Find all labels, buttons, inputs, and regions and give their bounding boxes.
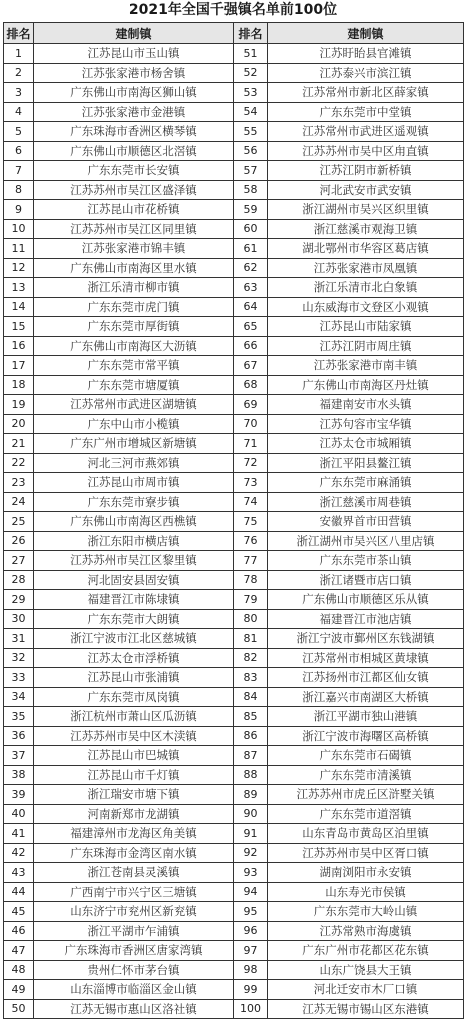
- rank-cell: 65: [234, 317, 268, 337]
- town-cell: 浙江平湖市独山港镇: [268, 707, 464, 727]
- town-cell: 江苏太仓市浮桥镇: [34, 648, 234, 668]
- table-body: [4, 44, 464, 1019]
- table-row: [4, 804, 464, 824]
- table-row: [4, 219, 464, 239]
- table-row: [4, 863, 464, 883]
- ranking-table: [3, 22, 464, 1019]
- town-cell: 江苏苏州市吴江区盛泽镇: [34, 180, 234, 200]
- rank-cell: 45: [4, 902, 34, 922]
- rank-cell: 36: [4, 726, 34, 746]
- town-cell: 山东青岛市黄岛区泊里镇: [268, 824, 464, 844]
- rank-cell: 96: [234, 921, 268, 941]
- rank-cell: 97: [234, 941, 268, 961]
- town-cell: 江苏江阴市新桥镇: [268, 161, 464, 181]
- table-row: [4, 960, 464, 980]
- town-cell: 河北迁安市木厂口镇: [268, 980, 464, 1000]
- table-row: [4, 161, 464, 181]
- table-row: [4, 999, 464, 1019]
- town-cell: 广东东莞市清溪镇: [268, 765, 464, 785]
- town-cell: 广东佛山市南海区里水镇: [34, 258, 234, 278]
- rank-cell: 44: [4, 882, 34, 902]
- rank-cell: 93: [234, 863, 268, 883]
- town-cell: 江苏张家港市金港镇: [34, 102, 234, 122]
- rank-cell: 10: [4, 219, 34, 239]
- rank-cell: 25: [4, 512, 34, 532]
- town-cell: 江苏句容市宝华镇: [268, 414, 464, 434]
- town-cell: 广东东莞市道滘镇: [268, 804, 464, 824]
- town-cell: 江苏苏州市吴江区同里镇: [34, 219, 234, 239]
- table-row: [4, 843, 464, 863]
- rank-cell: 88: [234, 765, 268, 785]
- town-cell: 江苏昆山市玉山镇: [34, 44, 234, 64]
- rank-cell: 77: [234, 551, 268, 571]
- rank-cell: 12: [4, 258, 34, 278]
- rank-cell: 17: [4, 356, 34, 376]
- table-row: [4, 200, 464, 220]
- town-cell: 广东广州市增城区新塘镇: [34, 434, 234, 454]
- town-cell: 广东珠海市香洲区横琴镇: [34, 122, 234, 142]
- town-cell: 广西南宁市兴宁区三塘镇: [34, 882, 234, 902]
- rank-cell: 15: [4, 317, 34, 337]
- table-row: [4, 141, 464, 161]
- town-cell: 广东中山市小榄镇: [34, 414, 234, 434]
- town-cell: 广东佛山市顺德区乐从镇: [268, 590, 464, 610]
- table-row: [4, 980, 464, 1000]
- town-cell: 江苏张家港市凤凰镇: [268, 258, 464, 278]
- table-row: [4, 590, 464, 610]
- town-cell: 山东济宁市兖州区新兖镇: [34, 902, 234, 922]
- rank-cell: 3: [4, 83, 34, 103]
- town-cell: 河北武安市武安镇: [268, 180, 464, 200]
- table-row: [4, 551, 464, 571]
- town-cell: 广东佛山市南海区丹灶镇: [268, 375, 464, 395]
- town-cell: 广东东莞市常平镇: [34, 356, 234, 376]
- town-cell: 福建晋江市陈埭镇: [34, 590, 234, 610]
- rank-cell: 62: [234, 258, 268, 278]
- town-cell: 浙江乐清市北白象镇: [268, 278, 464, 298]
- table-row: [4, 375, 464, 395]
- rank-cell: 81: [234, 629, 268, 649]
- table-row: [4, 921, 464, 941]
- rank-cell: 35: [4, 707, 34, 727]
- table-row: [4, 317, 464, 337]
- town-cell: 浙江平湖市乍浦镇: [34, 921, 234, 941]
- rank-cell: 40: [4, 804, 34, 824]
- rank-cell: 14: [4, 297, 34, 317]
- rank-cell: 64: [234, 297, 268, 317]
- rank-cell: 73: [234, 473, 268, 493]
- rank-cell: 94: [234, 882, 268, 902]
- table-row: [4, 512, 464, 532]
- rank-cell: 85: [234, 707, 268, 727]
- table-row: [4, 122, 464, 142]
- town-cell: 浙江杭州市萧山区瓜沥镇: [34, 707, 234, 727]
- town-cell: 江苏昆山市周市镇: [34, 473, 234, 493]
- town-cell: 广东佛山市南海区大沥镇: [34, 336, 234, 356]
- rank-cell: 8: [4, 180, 34, 200]
- town-cell: 浙江瑞安市塘下镇: [34, 785, 234, 805]
- rank-cell: 58: [234, 180, 268, 200]
- town-cell: 江苏常州市武进区湖塘镇: [34, 395, 234, 415]
- rank-cell: 61: [234, 239, 268, 259]
- town-cell: 河北固安县固安镇: [34, 570, 234, 590]
- rank-cell: 87: [234, 746, 268, 766]
- table-row: [4, 336, 464, 356]
- town-cell: 江苏无锡市惠山区洛社镇: [34, 999, 234, 1019]
- town-cell: 广东东莞市中堂镇: [268, 102, 464, 122]
- rank-cell: 29: [4, 590, 34, 610]
- rank-cell: 60: [234, 219, 268, 239]
- town-cell: 江苏常州市武进区遥观镇: [268, 122, 464, 142]
- town-cell: 广东佛山市南海区狮山镇: [34, 83, 234, 103]
- town-cell: 广东东莞市凤岗镇: [34, 687, 234, 707]
- rank-cell: 74: [234, 492, 268, 512]
- rank-cell: 19: [4, 395, 34, 415]
- rank-cell: 42: [4, 843, 34, 863]
- rank-cell: 92: [234, 843, 268, 863]
- rank-cell: 71: [234, 434, 268, 454]
- table-row: [4, 395, 464, 415]
- town-cell: 江苏盱眙县官滩镇: [268, 44, 464, 64]
- table-row: [4, 668, 464, 688]
- town-cell: 福建晋江市池店镇: [268, 609, 464, 629]
- rank-cell: 55: [234, 122, 268, 142]
- town-cell: 福建漳州市龙海区角美镇: [34, 824, 234, 844]
- town-cell: 浙江苍南县灵溪镇: [34, 863, 234, 883]
- town-cell: 江苏太仓市城厢镇: [268, 434, 464, 454]
- town-cell: 广东东莞市塘厦镇: [34, 375, 234, 395]
- rank-cell: 63: [234, 278, 268, 298]
- town-cell: 江苏苏州市虎丘区浒墅关镇: [268, 785, 464, 805]
- rank-cell: 69: [234, 395, 268, 415]
- rank-cell: 28: [4, 570, 34, 590]
- town-cell: 浙江湖州市吴兴区织里镇: [268, 200, 464, 220]
- table-row: [4, 882, 464, 902]
- rank-cell: 13: [4, 278, 34, 298]
- town-cell: 广东东莞市大岭山镇: [268, 902, 464, 922]
- rank-cell: 2: [4, 63, 34, 83]
- town-cell: 河北三河市燕郊镇: [34, 453, 234, 473]
- header-town-left: 建制镇: [34, 23, 234, 44]
- town-cell: 江苏无锡市锡山区东港镇: [268, 999, 464, 1019]
- rank-cell: 83: [234, 668, 268, 688]
- town-cell: 广东佛山市南海区西樵镇: [34, 512, 234, 532]
- table-row: [4, 278, 464, 298]
- table-row: [4, 648, 464, 668]
- town-cell: 江苏昆山市巴城镇: [34, 746, 234, 766]
- rank-cell: 33: [4, 668, 34, 688]
- table-row: [4, 453, 464, 473]
- rank-cell: 99: [234, 980, 268, 1000]
- table-row: [4, 687, 464, 707]
- rank-cell: 26: [4, 531, 34, 551]
- rank-cell: 41: [4, 824, 34, 844]
- table-row: [4, 44, 464, 64]
- rank-cell: 21: [4, 434, 34, 454]
- header-rank-right: 排名: [234, 23, 268, 44]
- rank-cell: 75: [234, 512, 268, 532]
- rank-cell: 4: [4, 102, 34, 122]
- town-cell: 江苏苏州市吴中区木渎镇: [34, 726, 234, 746]
- town-cell: 江苏张家港市杨舍镇: [34, 63, 234, 83]
- rank-cell: 46: [4, 921, 34, 941]
- town-cell: 广东东莞市石碣镇: [268, 746, 464, 766]
- rank-cell: 22: [4, 453, 34, 473]
- town-cell: 江苏扬州市江都区仙女镇: [268, 668, 464, 688]
- rank-cell: 9: [4, 200, 34, 220]
- table-row: [4, 414, 464, 434]
- table-row: [4, 941, 464, 961]
- town-cell: 江苏常州市新北区薛家镇: [268, 83, 464, 103]
- town-cell: 浙江宁波市鄞州区东钱湖镇: [268, 629, 464, 649]
- table-row: [4, 707, 464, 727]
- table-row: [4, 63, 464, 83]
- town-cell: 山东寿光市侯镇: [268, 882, 464, 902]
- rank-cell: 100: [234, 999, 268, 1019]
- rank-cell: 39: [4, 785, 34, 805]
- rank-cell: 82: [234, 648, 268, 668]
- town-cell: 广东东莞市厚街镇: [34, 317, 234, 337]
- rank-cell: 48: [4, 960, 34, 980]
- rank-cell: 47: [4, 941, 34, 961]
- rank-cell: 11: [4, 239, 34, 259]
- town-cell: 广东广州市花都区花东镇: [268, 941, 464, 961]
- town-cell: 山东淄博市临淄区金山镇: [34, 980, 234, 1000]
- rank-cell: 67: [234, 356, 268, 376]
- town-cell: 广东东莞市长安镇: [34, 161, 234, 181]
- rank-cell: 1: [4, 44, 34, 64]
- town-cell: 浙江平阳县鳌江镇: [268, 453, 464, 473]
- rank-cell: 95: [234, 902, 268, 922]
- rank-cell: 18: [4, 375, 34, 395]
- table-row: [4, 102, 464, 122]
- town-cell: 江苏张家港市锦丰镇: [34, 239, 234, 259]
- header-row: [4, 23, 464, 44]
- town-cell: 广东东莞市大朗镇: [34, 609, 234, 629]
- town-cell: 福建南安市水头镇: [268, 395, 464, 415]
- town-cell: 广东东莞市茶山镇: [268, 551, 464, 571]
- town-cell: 江苏张家港市南丰镇: [268, 356, 464, 376]
- rank-cell: 76: [234, 531, 268, 551]
- rank-cell: 37: [4, 746, 34, 766]
- town-cell: 山东威海市文登区小观镇: [268, 297, 464, 317]
- rank-cell: 30: [4, 609, 34, 629]
- rank-cell: 27: [4, 551, 34, 571]
- town-cell: 河南新郑市龙湖镇: [34, 804, 234, 824]
- header-rank-left: 排名: [4, 23, 34, 44]
- table-row: [4, 356, 464, 376]
- rank-cell: 89: [234, 785, 268, 805]
- rank-cell: 70: [234, 414, 268, 434]
- rank-cell: 5: [4, 122, 34, 142]
- rank-cell: 66: [234, 336, 268, 356]
- town-cell: 山东广饶县大王镇: [268, 960, 464, 980]
- table-row: [4, 824, 464, 844]
- town-cell: 浙江宁波市海曙区高桥镇: [268, 726, 464, 746]
- town-cell: 江苏昆山市千灯镇: [34, 765, 234, 785]
- rank-cell: 31: [4, 629, 34, 649]
- rank-cell: 80: [234, 609, 268, 629]
- page-title: 2021年全国千强镇名单前100位: [128, 2, 338, 18]
- town-cell: 湖南浏阳市永安镇: [268, 863, 464, 883]
- rank-cell: 34: [4, 687, 34, 707]
- table-row: [4, 434, 464, 454]
- town-cell: 浙江慈溪市周巷镇: [268, 492, 464, 512]
- rank-cell: 78: [234, 570, 268, 590]
- town-cell: 浙江东阳市横店镇: [34, 531, 234, 551]
- town-cell: 江苏泰兴市滨江镇: [268, 63, 464, 83]
- rank-cell: 72: [234, 453, 268, 473]
- rank-cell: 7: [4, 161, 34, 181]
- town-cell: 广东珠海市金湾区南水镇: [34, 843, 234, 863]
- town-cell: 江苏常州市相城区黄埭镇: [268, 648, 464, 668]
- rank-cell: 90: [234, 804, 268, 824]
- town-cell: 广东珠海市香洲区唐家湾镇: [34, 941, 234, 961]
- rank-cell: 98: [234, 960, 268, 980]
- table-row: [4, 239, 464, 259]
- town-cell: 江苏常熟市海虞镇: [268, 921, 464, 941]
- town-cell: 江苏苏州市吴中区胥口镇: [268, 843, 464, 863]
- table-row: [4, 629, 464, 649]
- table-row: [4, 902, 464, 922]
- table-row: [4, 570, 464, 590]
- rank-cell: 54: [234, 102, 268, 122]
- town-cell: 江苏苏州市吴中区甪直镇: [268, 141, 464, 161]
- rank-cell: 51: [234, 44, 268, 64]
- town-cell: 浙江慈溪市观海卫镇: [268, 219, 464, 239]
- town-cell: 广东东莞市虎门镇: [34, 297, 234, 317]
- town-cell: 浙江乐清市柳市镇: [34, 278, 234, 298]
- town-cell: 浙江诸暨市店口镇: [268, 570, 464, 590]
- rank-cell: 59: [234, 200, 268, 220]
- town-cell: 湖北鄂州市华容区葛店镇: [268, 239, 464, 259]
- table-row: [4, 531, 464, 551]
- table-row: [4, 83, 464, 103]
- rank-cell: 68: [234, 375, 268, 395]
- rank-cell: 23: [4, 473, 34, 493]
- rank-cell: 6: [4, 141, 34, 161]
- town-cell: 贵州仁怀市茅台镇: [34, 960, 234, 980]
- rank-cell: 38: [4, 765, 34, 785]
- town-cell: 江苏昆山市张浦镇: [34, 668, 234, 688]
- rank-cell: 57: [234, 161, 268, 181]
- rank-cell: 50: [4, 999, 34, 1019]
- table-row: [4, 297, 464, 317]
- town-cell: 浙江嘉兴市南湖区大桥镇: [268, 687, 464, 707]
- table-row: [4, 609, 464, 629]
- rank-cell: 20: [4, 414, 34, 434]
- town-cell: 浙江湖州市吴兴区八里店镇: [268, 531, 464, 551]
- town-cell: 江苏苏州市吴江区黎里镇: [34, 551, 234, 571]
- town-cell: 江苏昆山市花桥镇: [34, 200, 234, 220]
- rank-cell: 16: [4, 336, 34, 356]
- rank-cell: 91: [234, 824, 268, 844]
- table-row: [4, 180, 464, 200]
- rank-cell: 84: [234, 687, 268, 707]
- rank-cell: 52: [234, 63, 268, 83]
- table-row: [4, 765, 464, 785]
- table-row: [4, 785, 464, 805]
- rank-cell: 79: [234, 590, 268, 610]
- table-row: [4, 746, 464, 766]
- table-row: [4, 726, 464, 746]
- rank-cell: 56: [234, 141, 268, 161]
- rank-cell: 86: [234, 726, 268, 746]
- town-cell: 江苏昆山市陆家镇: [268, 317, 464, 337]
- rank-cell: 24: [4, 492, 34, 512]
- town-cell: 安徽界首市田营镇: [268, 512, 464, 532]
- table-row: [4, 492, 464, 512]
- town-cell: 广东东莞市寮步镇: [34, 492, 234, 512]
- town-cell: 广东佛山市顺德区北滘镇: [34, 141, 234, 161]
- header-town-right: 建制镇: [268, 23, 464, 44]
- table-row: [4, 473, 464, 493]
- rank-cell: 49: [4, 980, 34, 1000]
- town-cell: 浙江宁波市江北区慈城镇: [34, 629, 234, 649]
- rank-cell: 32: [4, 648, 34, 668]
- town-cell: 广东东莞市麻涌镇: [268, 473, 464, 493]
- rank-cell: 43: [4, 863, 34, 883]
- table-row: [4, 258, 464, 278]
- town-cell: 江苏江阴市周庄镇: [268, 336, 464, 356]
- rank-cell: 53: [234, 83, 268, 103]
